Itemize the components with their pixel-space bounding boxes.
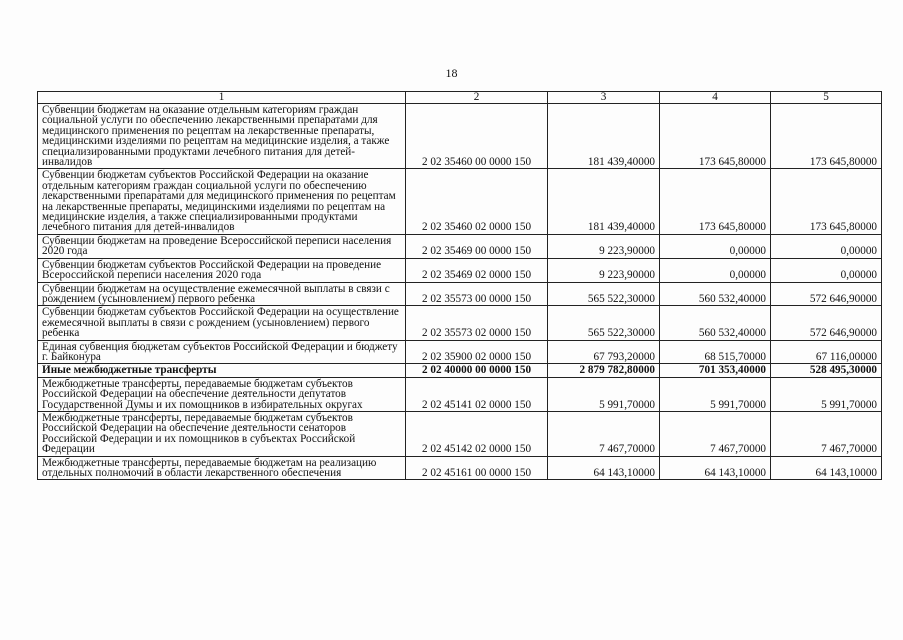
row-name-cell: Субвенции бюджетам на проведение Всероссийской переписи населения 2020 года: [38, 234, 406, 258]
row-name-cell: Единая субвенция бюджетам субъектов Российской Федерации и бюджету г. Байконура: [38, 340, 406, 364]
table-row: [38, 456, 882, 480]
row-value-col4-cell: 68 515,70000: [660, 340, 771, 364]
table-row: [38, 377, 882, 411]
row-code-cell: 2 02 45161 00 0000 150: [406, 456, 548, 480]
row-value-col4-cell: 173 645,80000: [660, 104, 771, 169]
column-header: 4: [660, 92, 771, 104]
page-number: 18: [445, 66, 458, 80]
row-value-col4-cell: 7 467,70000: [660, 411, 771, 456]
row-value-col4-cell: 701 353,40000: [660, 364, 771, 377]
row-value-col5-cell: 0,00000: [771, 234, 882, 258]
row-value-col5-cell: 0,00000: [771, 258, 882, 282]
table-row: [38, 258, 882, 282]
row-name-cell: Субвенции бюджетам субъектов Российской Федерации на проведение Всероссийской переписи населения 2020 года: [38, 258, 406, 282]
table-row: [38, 104, 882, 169]
row-value-col5-cell: 572 646,90000: [771, 282, 882, 306]
row-name-cell: Межбюджетные трансферты, передаваемые бюджетам субъектов Российской Федерации на обеспечение деятельности депутатов Государственной Думы и их помощников в избирательных округах: [38, 377, 406, 411]
row-value-col4-cell: 0,00000: [660, 234, 771, 258]
row-code-cell: 2 02 35460 02 0000 150: [406, 169, 548, 234]
row-name-cell: Иные межбюджетные трансферты: [38, 364, 406, 377]
table-row: [38, 411, 882, 456]
row-value-col3-cell: 9 223,90000: [548, 234, 660, 258]
column-header: 3: [548, 92, 660, 104]
row-code-cell: 2 02 40000 00 0000 150: [406, 364, 548, 377]
column-header: 2: [406, 92, 548, 104]
row-code-cell: 2 02 35900 02 0000 150: [406, 340, 548, 364]
row-code-cell: 2 02 45142 02 0000 150: [406, 411, 548, 456]
row-code-cell: 2 02 35469 02 0000 150: [406, 258, 548, 282]
row-value-col4-cell: 560 532,40000: [660, 306, 771, 340]
table-row: [38, 306, 882, 340]
row-code-cell: 2 02 35573 00 0000 150: [406, 282, 548, 306]
row-code-cell: 2 02 35573 02 0000 150: [406, 306, 548, 340]
row-value-col4-cell: 560 532,40000: [660, 282, 771, 306]
row-value-col3-cell: 181 439,40000: [548, 104, 660, 169]
table-header-row: [38, 92, 882, 104]
row-value-col5-cell: 572 646,90000: [771, 306, 882, 340]
row-name-cell: Межбюджетные трансферты, передаваемые бюджетам на реализацию отдельных полномочий в области лекарственного обеспечения: [38, 456, 406, 480]
row-name-cell: Субвенции бюджетам на осуществление ежемесячной выплаты в связи с рождением (усыновлением) первого ребенка: [38, 282, 406, 306]
table-row: [38, 340, 882, 364]
row-value-col3-cell: 565 522,30000: [548, 306, 660, 340]
row-value-col3-cell: 181 439,40000: [548, 169, 660, 234]
row-name-cell: Субвенции бюджетам субъектов Российской Федерации на осуществление ежемесячной выплаты в связи с рождением (усыновлением) первого ребенка: [38, 306, 406, 340]
row-code-cell: 2 02 35469 00 0000 150: [406, 234, 548, 258]
row-value-col5-cell: 7 467,70000: [771, 411, 882, 456]
row-value-col5-cell: 173 645,80000: [771, 169, 882, 234]
row-value-col5-cell: 5 991,70000: [771, 377, 882, 411]
row-value-col4-cell: 173 645,80000: [660, 169, 771, 234]
row-value-col5-cell: 528 495,30000: [771, 364, 882, 377]
table-row: [38, 169, 882, 234]
row-value-col3-cell: 9 223,90000: [548, 258, 660, 282]
row-value-col3-cell: 7 467,70000: [548, 411, 660, 456]
row-value-col4-cell: 64 143,10000: [660, 456, 771, 480]
row-value-col3-cell: 2 879 782,80000: [548, 364, 660, 377]
row-name-cell: Межбюджетные трансферты, передаваемые бюджетам субъектов Российской Федерации на обеспечение деятельности сенаторов Российской Федерации и их помощников в субъектах Российской Федерации: [38, 411, 406, 456]
budget-table: [37, 91, 882, 480]
row-code-cell: 2 02 35460 00 0000 150: [406, 104, 548, 169]
row-value-col5-cell: 64 143,10000: [771, 456, 882, 480]
row-value-col4-cell: 0,00000: [660, 258, 771, 282]
row-name-cell: Субвенции бюджетам субъектов Российской Федерации на оказание отдельным категориям граждан социальной услуги по обеспечению лекарственными препаратами для медицинского применения по рецептам на лекарственные препараты, медицинскими изделиями по рецептам на медицинские изделия, а также специализированными продуктами лечебного питания для детей-инвалидов: [38, 169, 406, 234]
column-header: 5: [771, 92, 882, 104]
row-value-col3-cell: 67 793,20000: [548, 340, 660, 364]
row-value-col3-cell: 565 522,30000: [548, 282, 660, 306]
table-row: [38, 364, 882, 377]
row-value-col5-cell: 173 645,80000: [771, 104, 882, 169]
row-value-col5-cell: 67 116,00000: [771, 340, 882, 364]
table-row: [38, 234, 882, 258]
table-row: [38, 282, 882, 306]
row-name-cell: Субвенции бюджетам на оказание отдельным категориям граждан социальной услуги по обеспечению лекарственными препаратами для медицинского применения по рецептам на лекарственные препараты, медицинскими изделиями по рецептам на медицинские изделия, а также специализированными продуктами лечебного питания для детей-инвалидов: [38, 104, 406, 169]
column-header: 1: [38, 92, 406, 104]
row-value-col3-cell: 5 991,70000: [548, 377, 660, 411]
row-code-cell: 2 02 45141 02 0000 150: [406, 377, 548, 411]
row-value-col3-cell: 64 143,10000: [548, 456, 660, 480]
row-value-col4-cell: 5 991,70000: [660, 377, 771, 411]
